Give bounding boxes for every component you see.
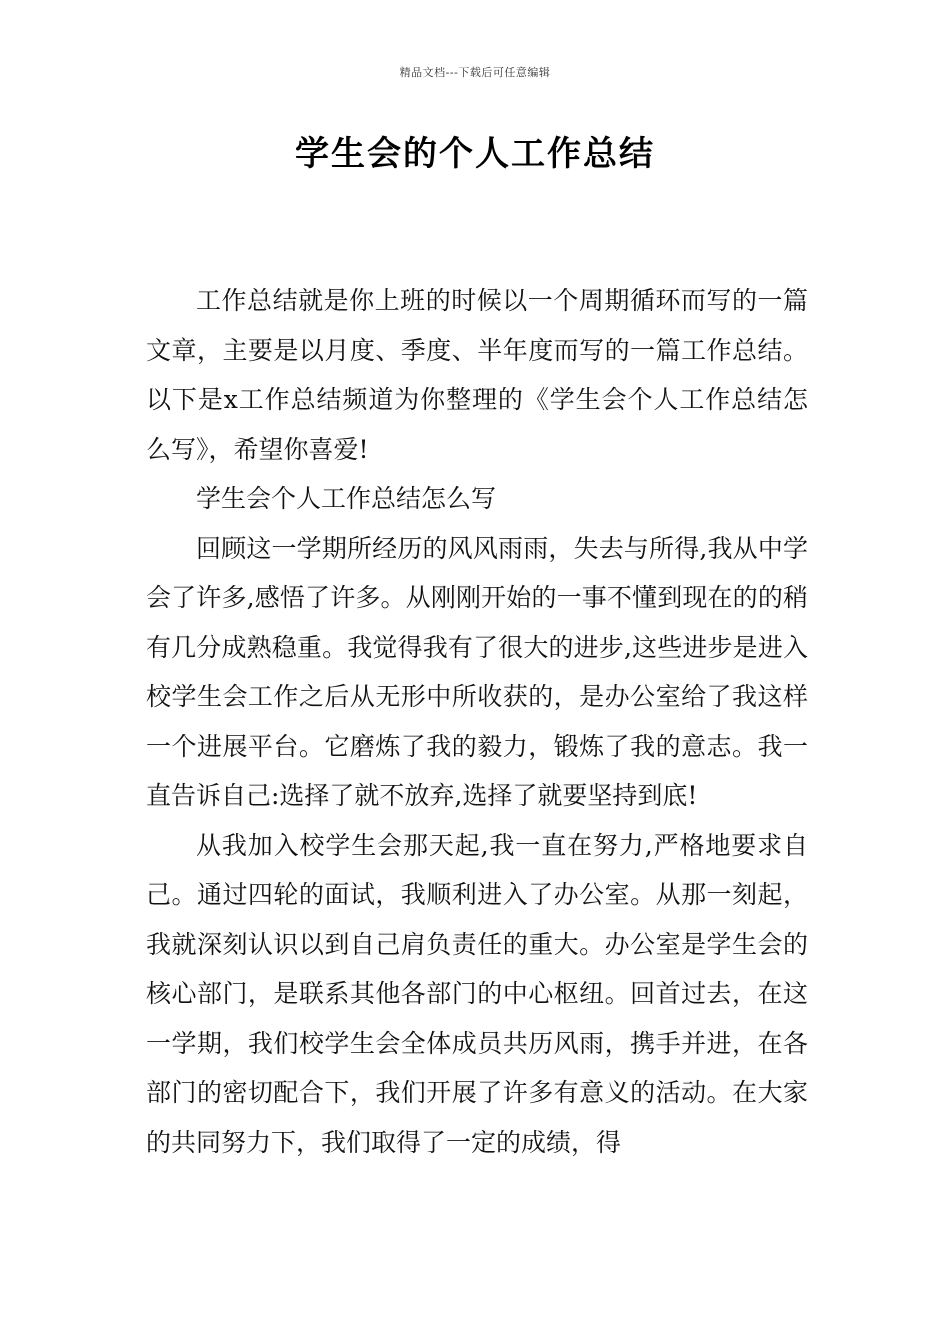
paragraph-intro: 工作总结就是你上班的时候以一个周期循环而写的一篇文章，主要是以月度、季度、半年度而写的一篇工作总结。以下是x工作总结频道为你整理的《学生会个人工作总结怎么写》，希望你喜爱! <box>146 286 808 464</box>
paragraph-subheading: 学生会个人工作总结怎么写 <box>196 484 497 513</box>
header-note: 精品文档---下载后可任意编辑 <box>399 66 551 79</box>
paragraph-joining: 从我加入校学生会那天起,我一直在努力,严格地要求自己。通过四轮的面试，我顺利进入了办公室。从那一刻起，我就深刻认识以到自己肩负责任的重大。办公室是学生会的核心部门，是联系其他各部门的中心枢纽。回首过去，在这一学期，我们校学生会全体成员共历风雨，携手并进，在各部门的密切配合下，我们开展了许多有意义的活动。在大家的共同努力下，我们取得了一定的成绩，得 <box>146 830 808 1157</box>
paragraph-review: 回顾这一学期所经历的风风雨雨，失去与所得,我从中学会了许多,感悟了许多。从刚刚开始的一事不懂到现在的的稍有几分成熟稳重。我觉得我有了很大的进步,这些进步是进入校学生会工作之后从无形中所收获的，是办公室给了我这样一个进展平台。它磨炼了我的毅力，锻炼了我的意志。我一直告诉自己:选择了就不放弃,选择了就要坚持到底! <box>146 533 808 810</box>
document-body <box>146 276 808 1167</box>
page-title: 学生会的个人工作总结 <box>295 134 655 174</box>
